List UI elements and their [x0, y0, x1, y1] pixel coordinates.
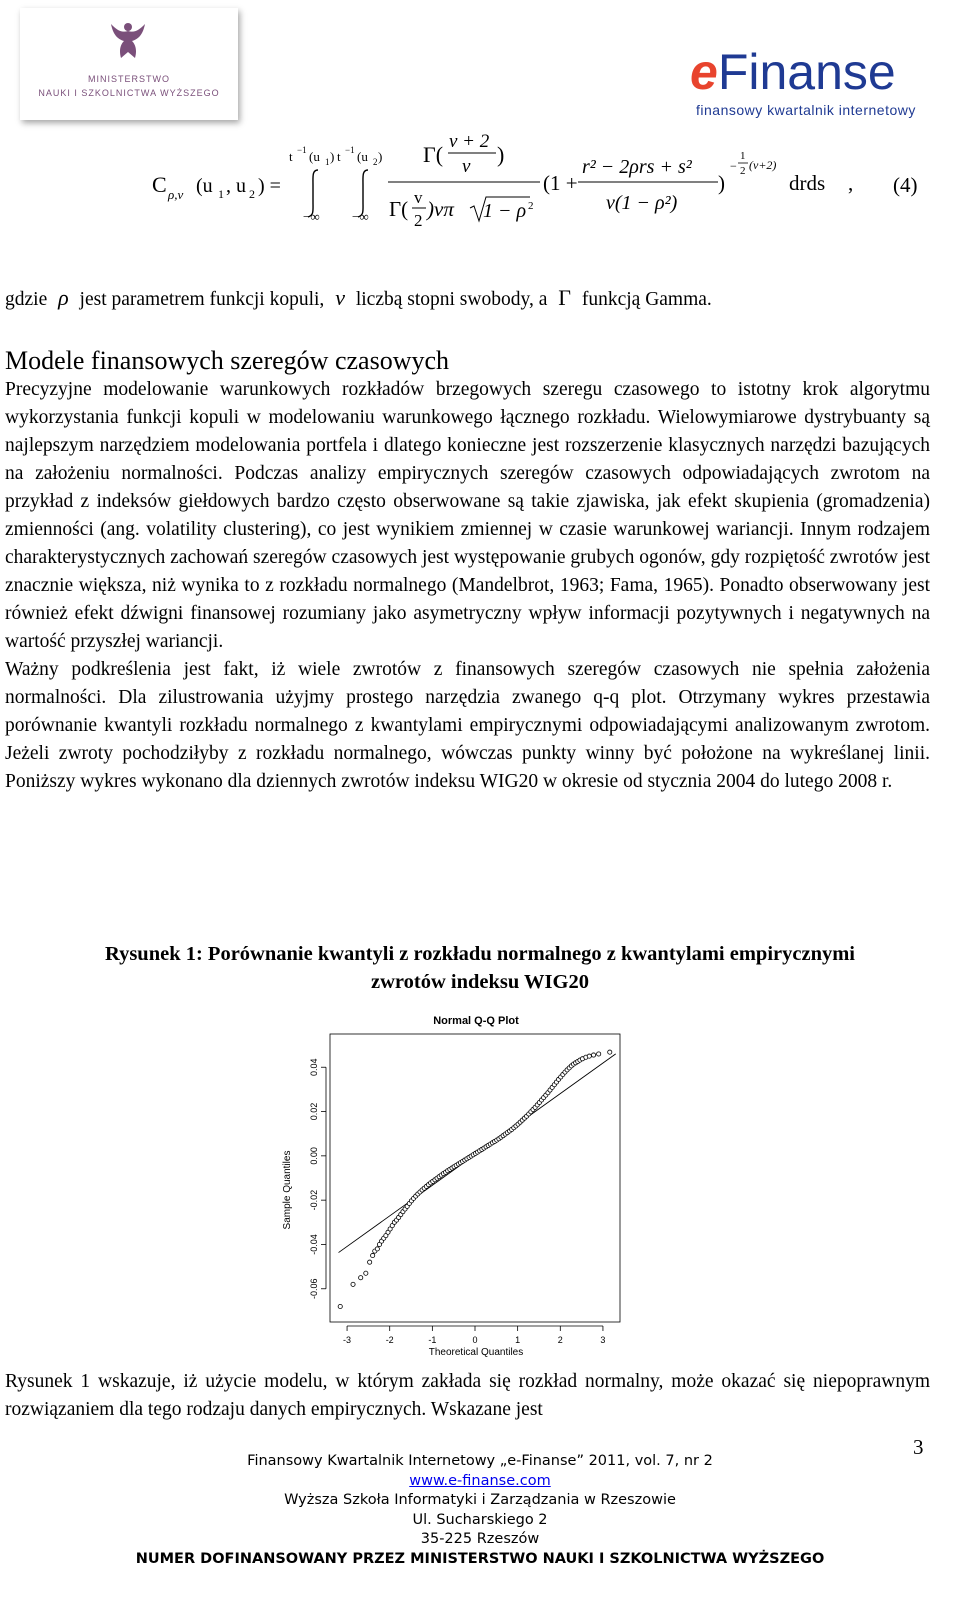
x-tick-label: 2: [557, 1335, 563, 1345]
svg-text:(u: (u: [309, 149, 320, 164]
data-points: [338, 1050, 612, 1309]
formula-lhs: C: [152, 172, 167, 197]
svg-text:Γ(: Γ(: [389, 197, 409, 221]
ministry-logo: [20, 8, 238, 120]
svg-text:v: v: [414, 188, 423, 207]
svg-text:2: 2: [249, 187, 255, 201]
qq-plot-svg: [278, 1010, 668, 1360]
data-point: [351, 1282, 355, 1286]
svg-text:t: t: [337, 149, 341, 164]
svg-text:−1: −1: [345, 145, 355, 155]
data-point: [338, 1304, 342, 1308]
data-point: [608, 1050, 612, 1054]
svg-text:(1 +: (1 +: [543, 171, 578, 195]
data-point: [587, 1054, 591, 1058]
x-axis-label: Theoretical Quantiles: [428, 1347, 524, 1358]
svg-text:,: ,: [848, 171, 854, 195]
y-tick-label: -0.04: [309, 1234, 319, 1255]
svg-text:, u: , u: [226, 175, 246, 197]
y-axis-label: Sample Quantiles: [282, 1150, 293, 1230]
x-tick-label: 1: [515, 1335, 521, 1345]
footer-link[interactable]: www.e-finanse.com: [409, 1472, 551, 1489]
plot-frame: [330, 1034, 620, 1322]
ministry-name-line2: NAUKI I SZKOLNICTWA WYŻSZEGO: [38, 88, 220, 98]
svg-text:(u: (u: [357, 149, 368, 164]
svg-text:): ): [330, 149, 335, 164]
y-tick-label: 0.00: [309, 1147, 319, 1165]
footer-city: 35-225 Rzeszów: [420, 1531, 540, 1547]
data-point: [364, 1271, 368, 1275]
svg-text:1: 1: [218, 187, 224, 201]
data-point: [368, 1260, 372, 1264]
svg-text:−1: −1: [297, 145, 307, 155]
svg-text:r² − 2ρrs + s²: r² − 2ρrs + s²: [582, 156, 692, 178]
section-body: [5, 346, 930, 796]
svg-text:ν: ν: [462, 156, 471, 177]
y-tick-label: -0.06: [309, 1278, 319, 1300]
svg-text:drds: drds: [789, 171, 826, 195]
logo-tagline: finansowy kwartalnik internetowy: [696, 102, 916, 118]
svg-text:2: 2: [414, 211, 423, 230]
svg-text:): ): [497, 142, 505, 167]
footer-funding: NUMER DOFINANSOWANY PRZEZ MINISTERSTWO NAUKI I SZKOLNICTWA WYŻSZEGO: [135, 1550, 825, 1567]
svg-text:t: t: [289, 149, 293, 164]
svg-text:(ν+2): (ν+2): [749, 158, 777, 172]
section-heading: Modele finansowych szeregów czasowych: [5, 346, 450, 375]
footer-school: Wyższa Szkoła Informatyki i Zarządzania w Rzeszowie: [284, 1492, 676, 1508]
formula-definitions: gdzie ρ jest parametrem funkcji kopuli, ν liczbą stopni swobody, a Γ funkcją Gamma.: [5, 285, 712, 310]
svg-text:2: 2: [373, 157, 378, 167]
svg-text:1: 1: [325, 157, 330, 167]
svg-text:)νπ: )νπ: [427, 197, 454, 221]
svg-text:): ): [718, 171, 725, 195]
data-point: [591, 1053, 595, 1057]
svg-text:1: 1: [740, 150, 746, 162]
chart-title: Normal Q-Q Plot: [433, 1015, 519, 1027]
efinanse-logo: [690, 42, 940, 126]
svg-text:2: 2: [528, 200, 534, 212]
x-tick-label: -2: [385, 1335, 394, 1345]
paragraph-2: Ważny podkreślenia jest fakt, iż wiele zwrotów z finansowych szeregów czasowych nie spełnia założenia normalności. Dla zilustrowania użyjmy prostego narzędzia zwanego q-q plot. Otrzymany wykres przestawia porównanie kwantyli rozkładu normalnego z kwantylami empirycznymi odpowiadającymi analizowanym zwrotom. Jeżeli zwroty pochodziłyby z rozkładu normalnego, wówczas punkty winny być położone na wykreślanej linii. Poniższy wykres wykonano dla dziennych zwrotów indeksu WIG20 w okresie od stycznia 2004 do lutego 2008 r.: [5, 659, 930, 792]
data-point: [359, 1276, 363, 1280]
page-footer: [0, 1452, 960, 1569]
data-point: [371, 1253, 375, 1257]
x-tick-label: -1: [428, 1335, 437, 1345]
x-tick-label: 0: [472, 1335, 478, 1345]
after-figure-text: Rysunek 1 wskazuje, iż użycie modelu, w którym zakłada się rozkład normalny, może okazać się niepoprawnym rozwiązaniem dla tego rodzaju danych empirycznych. Wskazane jest: [5, 1371, 930, 1420]
logo-e: e: [690, 44, 718, 100]
page-number: 3: [913, 1435, 924, 1459]
svg-text:−∞: −∞: [352, 209, 369, 224]
x-tick-label: 3: [600, 1335, 606, 1345]
chart-axes: [309, 1034, 620, 1345]
svg-text:−: −: [730, 159, 737, 173]
svg-text:1 − ρ: 1 − ρ: [483, 200, 527, 222]
svg-text:Γ(: Γ(: [423, 142, 444, 167]
svg-text:ν(1 − ρ²): ν(1 − ρ²): [606, 192, 678, 214]
paragraph-1: Precyzyjne modelowanie warunkowych rozkładów brzegowych szeregu czasowego to istotny krok algorytmu wykorzystania funkcji kopuli w modelowaniu warunkowego łącznego rozkładu. Wielowymiarowe dystrybuanty są najlepszym narzędziem modelowania portfela i dlatego konieczne jest rozszerzenie klasycznych narzędzi bazujących na założeniu normalności. Podczas analizy empirycznych szeregów czasowych odpowiadających zwrotom na przykład z indeksów giełdowych bardzo często obserwowane są takie zjawiska, jak efekt skupienia (gromadzenia) zmienności (ang. volatility clustering), co jest wynikiem zmiennej w czasie warunkowej wariancji. Innym rodzajem charakterystycznych zachowań szeregów czasowych jest występowanie grubych ogonów, gdy rozpiętość zwrotów jest znacznie większa, niż wynika to z rozkładu normalnego (Mandelbrot, 1963; Fama, 1965). Ponadto obserwowany jest również efekt dźwigni finansowej rozumiany jako asymetryczny wpływ informacji pozytywnych i negatywnych na wartość przyszłej wariancji.: [5, 379, 930, 652]
svg-text:ν + 2: ν + 2: [449, 131, 490, 152]
svg-text:(u: (u: [196, 175, 213, 197]
svg-text:) =: ) =: [258, 175, 281, 197]
svg-text:2: 2: [740, 165, 746, 177]
ministry-name-line1: MINISTERSTWO: [88, 74, 170, 84]
qq-plot: [278, 1010, 668, 1360]
svg-text:): ): [378, 149, 383, 164]
y-tick-label: -0.02: [309, 1189, 319, 1211]
y-tick-label: 0.02: [309, 1102, 319, 1121]
equation-number: (4): [893, 173, 918, 197]
svg-text:ρ,ν: ρ,ν: [168, 187, 184, 202]
data-point: [597, 1052, 601, 1056]
x-tick-label: -3: [343, 1335, 352, 1345]
logo-finanse: Finanse: [717, 44, 896, 100]
footer-journal: Finansowy Kwartalnik Internetowy „e-Finanse” 2011, vol. 7, nr 2: [247, 1453, 713, 1469]
copula-formula: [0, 125, 960, 255]
svg-text:−∞: −∞: [303, 209, 320, 224]
footer-street: Ul. Sucharskiego 2: [412, 1511, 548, 1528]
data-point: [375, 1247, 379, 1251]
formula-svg: [0, 125, 960, 255]
figure-caption: Rysunek 1: Porównanie kwantyli z rozkładu normalnego z kwantylami empirycznymi zwrotów indeksu WIG20: [104, 943, 855, 993]
eagle-emblem-icon: [107, 18, 149, 62]
y-tick-label: 0.04: [309, 1058, 319, 1076]
